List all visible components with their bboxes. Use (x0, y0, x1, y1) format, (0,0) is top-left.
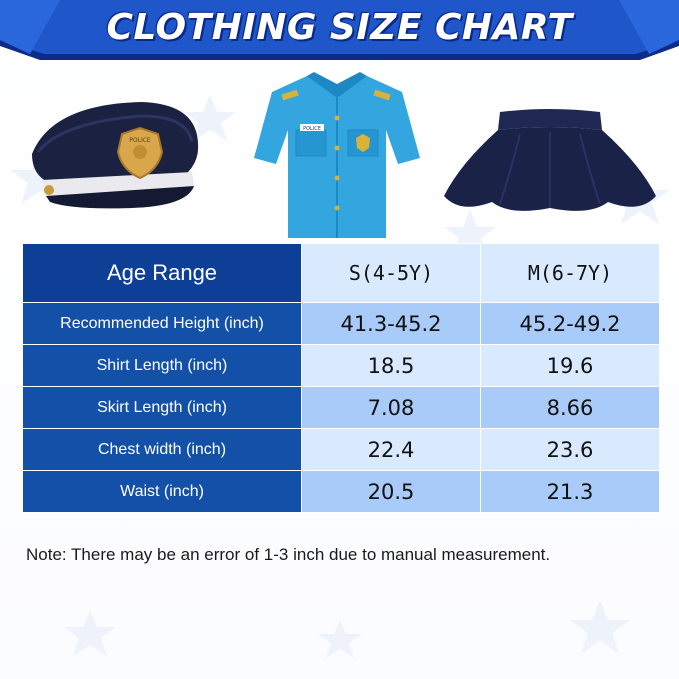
badge-text: POLICE (129, 137, 151, 144)
product-images (0, 64, 679, 242)
row-label: Recommended Height (inch) (23, 303, 302, 345)
police-hat-image (22, 94, 204, 212)
police-shirt-image (252, 68, 422, 240)
header-size-m: M(6-7Y) (481, 244, 660, 303)
row-label: Skirt Length (inch) (23, 387, 302, 429)
value-m: 45.2-49.2 (481, 303, 660, 345)
value-s: 7.08 (302, 387, 481, 429)
page-title: CLOTHING SIZE CHART (106, 6, 573, 48)
value-m: 23.6 (481, 429, 660, 471)
table-row (23, 387, 660, 429)
value-s: 18.5 (302, 345, 481, 387)
size-table (22, 243, 660, 513)
value-m: 21.3 (481, 471, 660, 513)
table-row (23, 303, 660, 345)
table-row (23, 471, 660, 513)
value-m: 19.6 (481, 345, 660, 387)
table-row (23, 429, 660, 471)
row-label: Waist (inch) (23, 471, 302, 513)
value-s: 20.5 (302, 471, 481, 513)
header-age-range: Age Range (23, 244, 302, 303)
table-row (23, 345, 660, 387)
value-s: 22.4 (302, 429, 481, 471)
row-label: Chest width (inch) (23, 429, 302, 471)
value-m: 8.66 (481, 387, 660, 429)
pocket-text: POLICE (303, 126, 321, 132)
skirt-image (440, 104, 660, 224)
table-header-row (23, 244, 660, 303)
measurement-note: Note: There may be an error of 1-3 inch due to manual measurement. (26, 545, 551, 564)
value-s: 41.3-45.2 (302, 303, 481, 345)
row-label: Shirt Length (inch) (23, 345, 302, 387)
header-size-s: S(4-5Y) (302, 244, 481, 303)
